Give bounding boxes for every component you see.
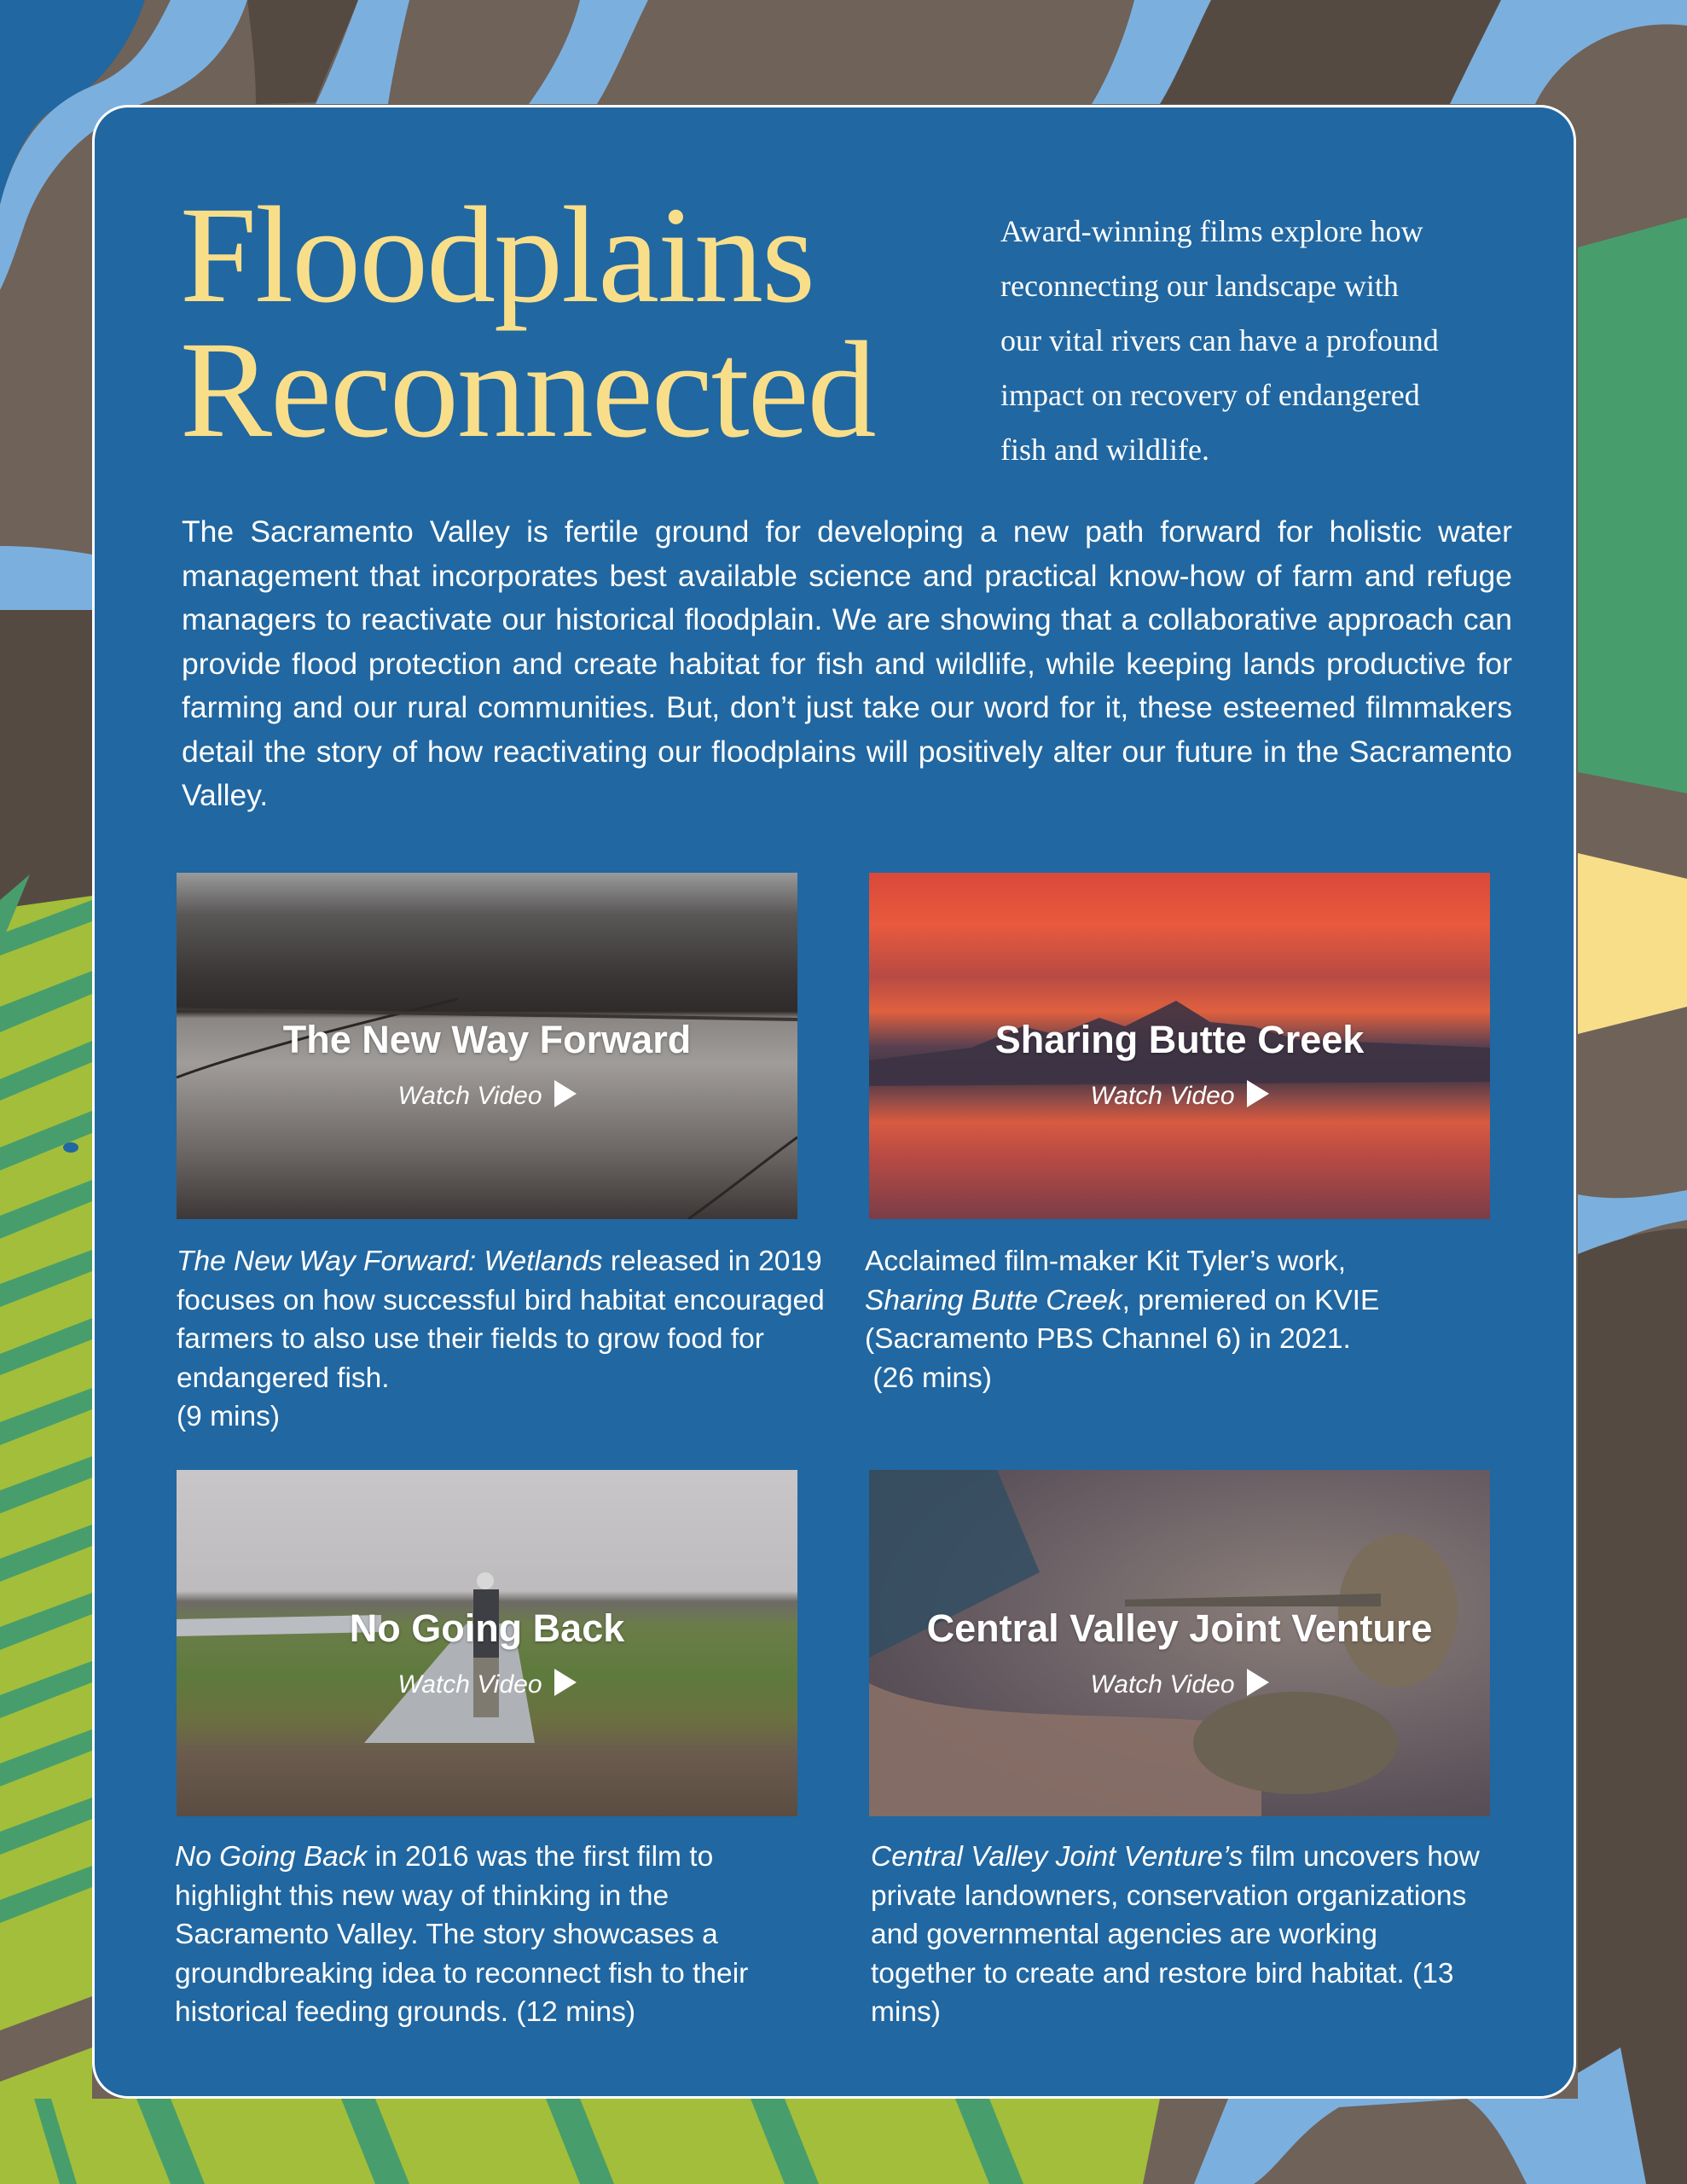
intro-paragraph: The Sacramento Valley is fertile ground for developing a new path forward for holistic water management that incorporates best available science and practical know-how of farm and refuge managers to reactivate our historical floodplain. We are showing that a collaborative approach can provide flood protection and create habitat for fish and wildlife, while keeping lands productive for farming and our rural communities. But, don’t just take our word for it, these esteemed filmmakers detail the story of how reactivating our floodplains will positively alter our future in the Sacramento Valley. — [182, 514, 1512, 812]
watch-video-link[interactable] — [177, 1669, 797, 1699]
description-text: released in 2019 focuses on how successful bird habitat encouraged farmers to also use their fields to grow food for endangered fish. — [177, 1246, 825, 1394]
watch-video-link[interactable] — [177, 1080, 797, 1111]
film-title-italic: Central Valley Joint Venture’s — [871, 1841, 1244, 1873]
video-title: The New Way Forward — [282, 1018, 692, 1061]
title-line-2: Reconnected — [180, 314, 875, 467]
watch-video-label: Watch Video — [397, 1670, 542, 1699]
subtitle-line: our vital rivers can have a profound — [1000, 323, 1439, 357]
description-text: film uncovers how private landowners, conservation organizations and governmental agencies are working together to create and restore bird habitat. — [871, 1841, 1480, 1989]
play-icon — [554, 1080, 577, 1107]
description-text: , premiered on KVIE (Sacramento PBS Channel 6) in 2021. — [865, 1284, 1380, 1355]
subtitle-line: Award-winning films explore how — [1000, 214, 1423, 248]
video-description-central-valley-joint-venture — [871, 1838, 1485, 2032]
video-title: Central Valley Joint Venture — [926, 1606, 1433, 1650]
video-description-new-way-forward — [177, 1242, 825, 1437]
film-title-italic: No Going Back — [175, 1841, 368, 1873]
play-icon — [554, 1669, 577, 1696]
page-title — [180, 179, 875, 467]
video-duration: (26 mins) — [872, 1362, 992, 1394]
title-line-1: Floodplains — [180, 179, 815, 332]
play-icon — [1247, 1669, 1269, 1696]
watch-video-link[interactable] — [869, 1080, 1490, 1111]
film-title-italic: Sharing Butte Creek — [865, 1284, 1122, 1316]
description-text: Acclaimed film-maker Kit Tyler’s work, — [865, 1246, 1347, 1277]
subtitle — [1000, 204, 1512, 477]
video-description-sharing-butte-creek — [865, 1242, 1513, 1397]
watch-video-label: Watch Video — [1090, 1082, 1235, 1110]
video-title: No Going Back — [349, 1606, 625, 1650]
video-duration: (12 mins) — [516, 1996, 636, 2028]
subtitle-line: fish and wildlife. — [1000, 433, 1209, 467]
video-duration: (9 mins) — [177, 1401, 280, 1432]
content-panel — [92, 105, 1576, 2099]
video-card-sharing-butte-creek[interactable] — [869, 873, 1490, 1219]
subtitle-line: reconnecting our landscape with — [1000, 269, 1399, 303]
film-title-italic: The New Way Forward: Wetlands — [177, 1246, 603, 1277]
video-card-central-valley-joint-venture[interactable] — [869, 1470, 1490, 1816]
watch-video-label: Watch Video — [1090, 1670, 1235, 1699]
subtitle-line: impact on recovery of endangered — [1000, 378, 1420, 412]
watch-video-label: Watch Video — [397, 1082, 542, 1110]
video-card-no-going-back[interactable] — [177, 1470, 797, 1816]
video-title: Sharing Butte Creek — [994, 1018, 1365, 1061]
video-card-new-way-forward[interactable] — [177, 873, 797, 1219]
play-icon — [1247, 1080, 1269, 1107]
video-duration: (13 mins) — [871, 1957, 1454, 2028]
watch-video-link[interactable] — [869, 1669, 1490, 1699]
description-text: in 2016 was the first film to highlight this new way of thinking in the Sacramento Valley. The story showcases a groundbreaking idea to reconnect fish to their historical feeding grounds. — [175, 1841, 749, 2028]
video-description-no-going-back — [175, 1838, 797, 2032]
